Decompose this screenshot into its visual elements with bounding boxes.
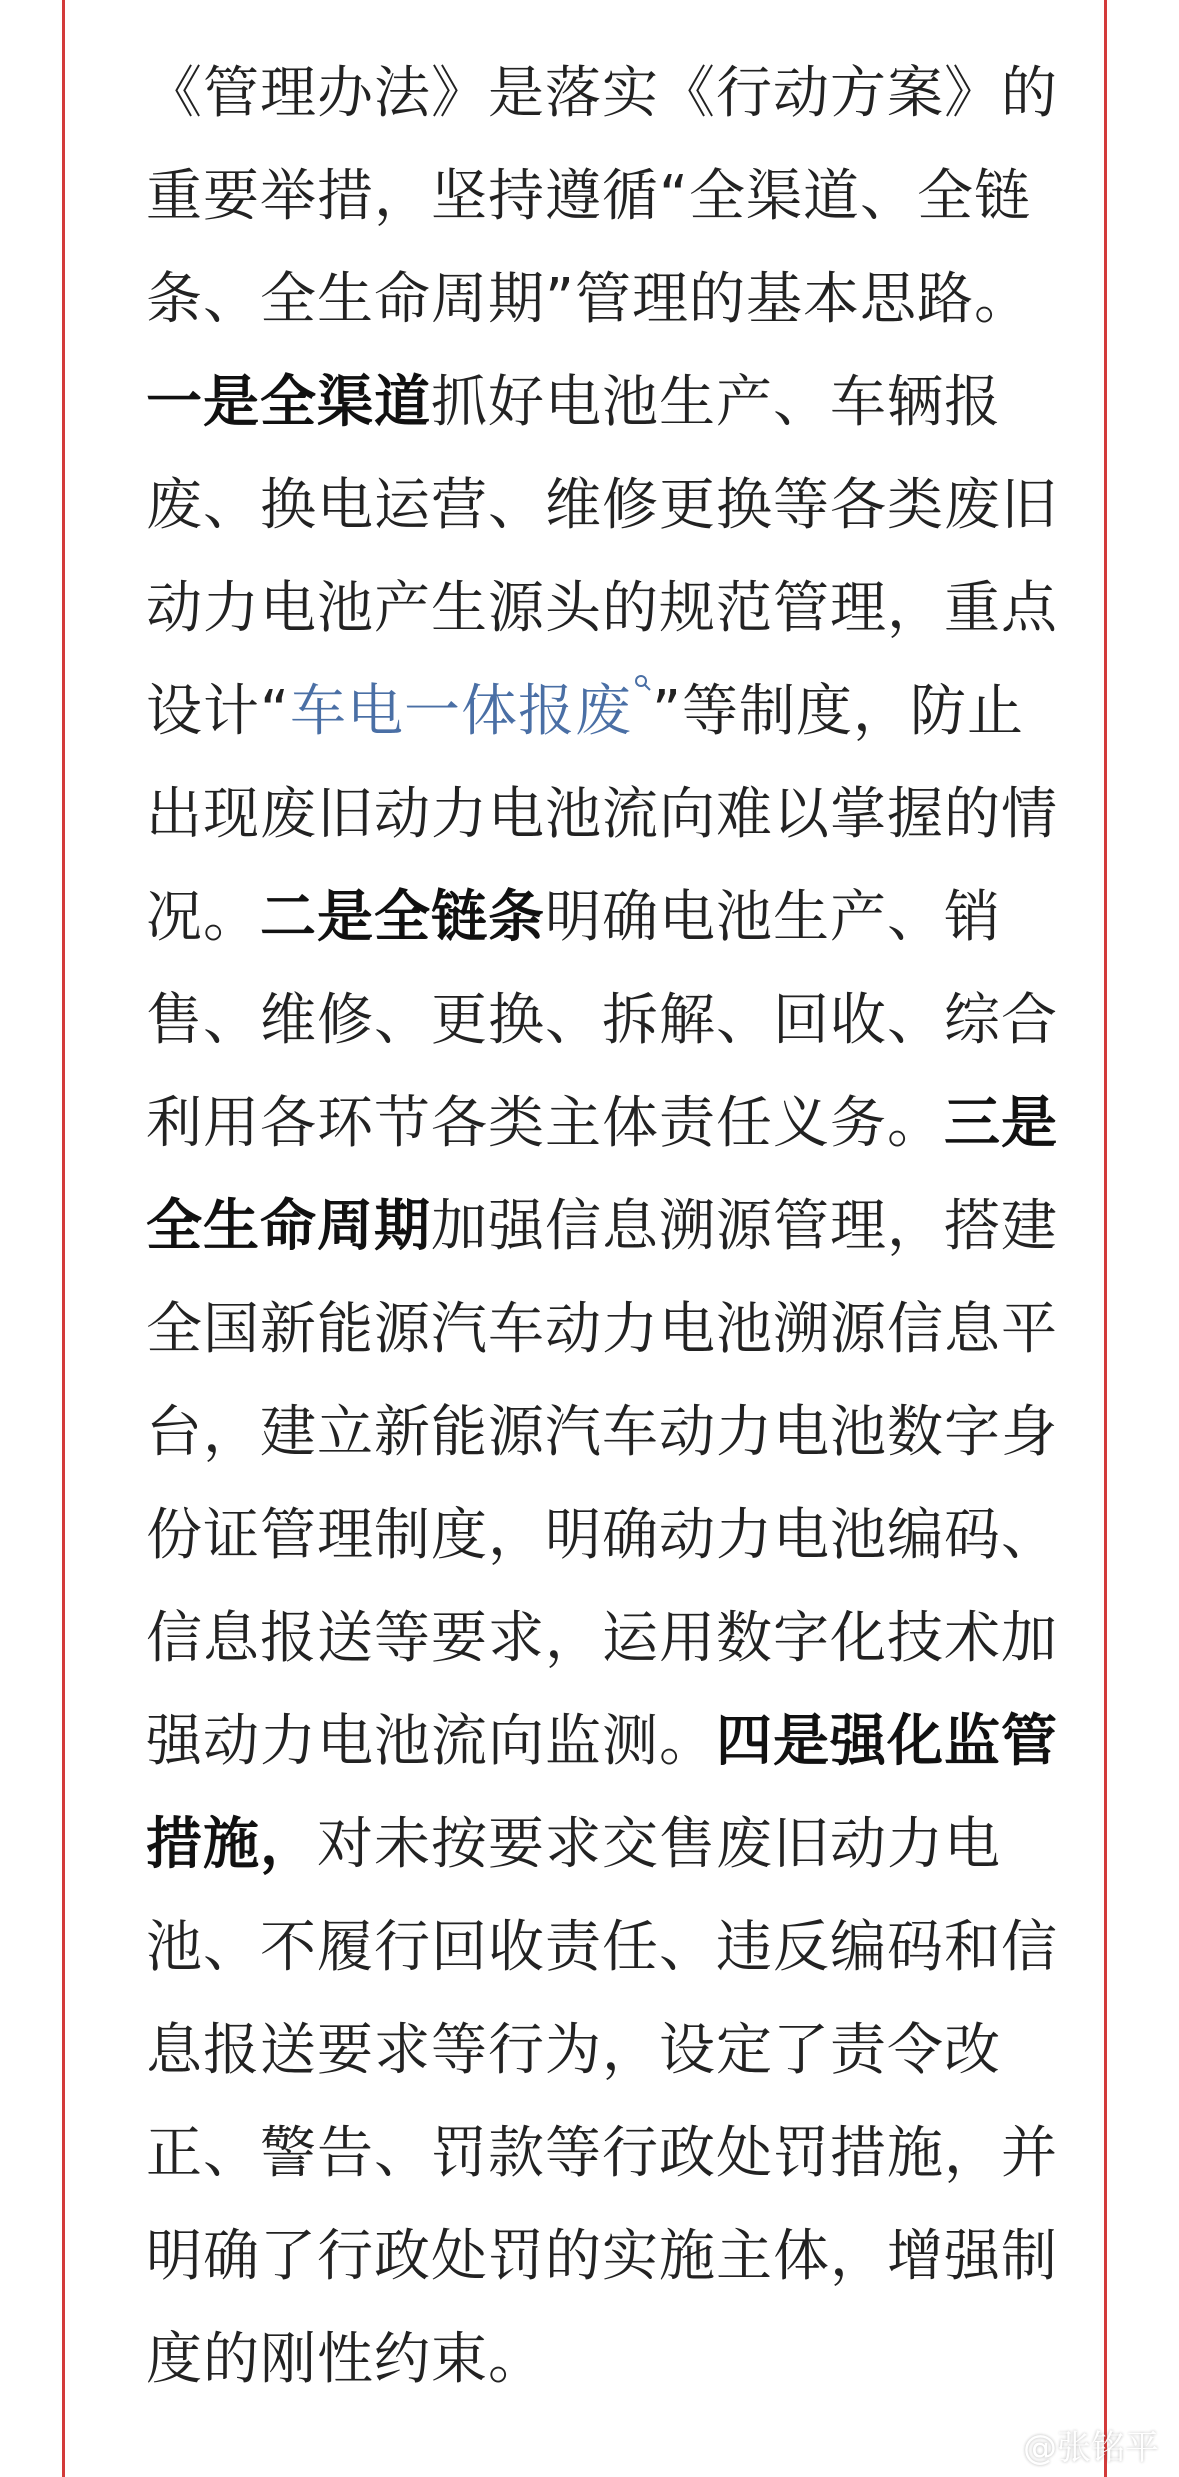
text-line (146, 351, 1026, 454)
text-line: 正、警告、罚款等行政处罚措施，并 (146, 2121, 1058, 2186)
text-line (146, 866, 1026, 969)
text-line: 废、换电运营、维修更换等各类废旧 (146, 473, 1058, 538)
text-line: 出现废旧动力电池流向难以掌握的情 (146, 782, 1058, 847)
text-segment: 设计“ (146, 679, 291, 744)
text-line (146, 1072, 1058, 1175)
text-segment: 强动力电池流向监测。 (146, 1709, 716, 1774)
text-line: 信息报送等要求，运用数字化技术加 (146, 1606, 1058, 1671)
text-line: 条、全生命周期”管理的基本思路。 (146, 267, 1032, 332)
text-segment: ”等制度，防止 (652, 679, 1025, 744)
author-watermark: @张铭平 (1023, 2428, 1159, 2468)
text-line: 重要举措，坚持遵循“全渠道、全链 (146, 164, 1032, 229)
text-line: 明确了行政处罚的实施主体，增强制 (146, 2224, 1058, 2289)
bold-heading-lifecycle: 全生命周期 (146, 1194, 431, 1259)
keyword-search-link[interactable] (290, 679, 652, 744)
text-line (146, 1175, 1058, 1278)
bold-heading-supervision: 四是强化监管 (716, 1709, 1058, 1774)
text-line: 息报送要求等行为，设定了责令改 (146, 2018, 1001, 2083)
text-segment: 抓好电池生产、车辆报 (431, 370, 1001, 435)
text-segment: 况。 (146, 885, 260, 950)
text-segment: 明确电池生产、销 (545, 885, 1001, 950)
text-line: 份证管理制度，明确动力电池编码、 (146, 1503, 1058, 1568)
bold-heading-chain: 二是全链条 (260, 885, 545, 950)
text-segment: 对未按要求交售废旧动力电 (317, 1812, 1001, 1877)
text-line: 动力电池产生源头的规范管理，重点 (146, 576, 1058, 641)
article-body (146, 42, 1058, 2411)
text-segment: 加强信息溯源管理，搭建 (431, 1194, 1058, 1259)
text-line (146, 660, 1026, 763)
text-line: 售、维修、更换、拆解、回收、综合 (146, 988, 1058, 1053)
text-line (146, 1793, 1026, 1896)
text-line: 台，建立新能源汽车动力电池数字身 (146, 1400, 1058, 1465)
text-line (146, 1690, 1058, 1793)
keyword-link-text[interactable]: 车电一体报废 (290, 679, 633, 744)
bold-heading-measures: 措施， (146, 1812, 317, 1877)
right-border-line (1104, 0, 1107, 2477)
bold-heading-channel: 一是全渠道 (146, 370, 431, 435)
text-line: 全国新能源汽车动力电池溯源信息平 (146, 1297, 1058, 1362)
text-segment: 利用各环节各类主体责任义务。 (146, 1091, 944, 1156)
search-icon[interactable] (634, 674, 652, 692)
left-border-line (62, 0, 65, 2477)
text-line: 池、不履行回收责任、违反编码和信 (146, 1915, 1058, 1980)
text-line: 《管理办法》是落实《行动方案》的 (146, 61, 1058, 126)
text-line: 度的刚性约束。 (146, 2327, 545, 2392)
bold-heading-lifecycle-start: 三是 (944, 1091, 1058, 1156)
